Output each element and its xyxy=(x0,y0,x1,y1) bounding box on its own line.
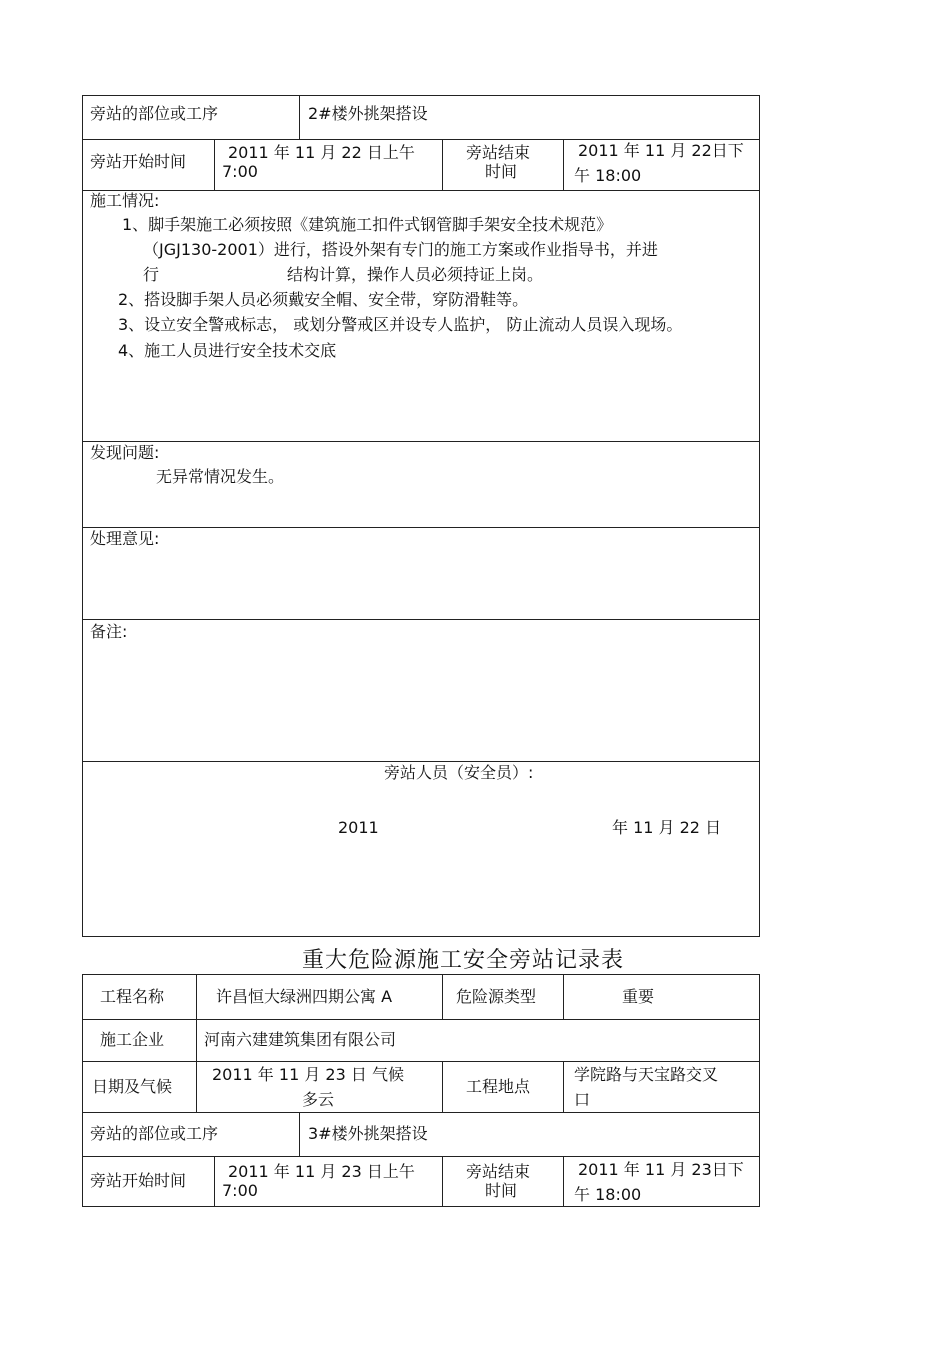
t1-start-value-l2: 7:00 xyxy=(222,162,258,181)
t2-position-value: 3#楼外挑架搭设 xyxy=(308,1124,428,1143)
t2-site-label: 工程地点 xyxy=(466,1077,531,1096)
t1-end-value-l2: 午 18:00 xyxy=(574,166,642,185)
t1-problem-label: 发现问题: xyxy=(90,443,160,462)
t1-row-signature xyxy=(82,761,760,937)
t2-end-value-l2: 午 18:00 xyxy=(574,1185,642,1204)
t1-construction-item: 2、搭设脚手架人员必须戴安全帽、安全带，穿防滑鞋等。 xyxy=(118,290,529,309)
t2-start-label: 旁站开始时间 xyxy=(90,1171,187,1190)
t1-end-label-l2: 时间 xyxy=(485,162,518,181)
t2-date-weather-l2: 多云 xyxy=(302,1090,335,1109)
t1-row-remark xyxy=(82,619,760,762)
t2-position-label: 旁站的部位或工序 xyxy=(90,1124,219,1143)
t1-position-value: 2#楼外挑架搭设 xyxy=(308,104,428,123)
t1-position-label: 旁站的部位或工序 xyxy=(90,104,219,123)
t1-date-rest: 年 11 月 22 日 xyxy=(612,818,722,837)
t1-construction-item: 1、脚手架施工必须按照《建筑施工扣件式钢管脚手架安全技术规范》 xyxy=(122,215,613,234)
t1-problem-value: 无异常情况发生。 xyxy=(156,467,285,486)
t1-date-year: 2011 xyxy=(338,818,379,837)
t2-row-company xyxy=(82,1019,760,1062)
t2-company-value: 河南六建建筑集团有限公司 xyxy=(204,1030,397,1049)
t1-construction-label: 施工情况: xyxy=(90,191,160,210)
t2-date-weather-l1: 2011 年 11 月 23 日 气候 xyxy=(212,1065,404,1084)
t2-row-project xyxy=(82,974,760,1020)
t1-end-label-l1: 旁站结束 xyxy=(466,143,531,162)
t2-company-label: 施工企业 xyxy=(100,1030,165,1049)
t1-construction-item: （JGJ130-2001）进行，搭设外架有专门的施工方案或作业指导书，并进 xyxy=(143,240,658,259)
t2-site-value-l1: 学院路与天宝路交叉 xyxy=(574,1065,719,1084)
t1-row-handling xyxy=(82,527,760,620)
t2-site-value-l2: 口 xyxy=(574,1090,591,1109)
t1-staff-label: 旁站人员（安全员）: xyxy=(384,763,534,782)
t1-handling-label: 处理意见: xyxy=(90,529,160,548)
t1-construction-item: 3、设立安全警戒标志， 或划分警戒区并设专人监护， 防止流动人员误入现场。 xyxy=(118,315,683,334)
form-title: 重大危险源施工安全旁站记录表 xyxy=(302,948,625,973)
t2-end-label-l2: 时间 xyxy=(485,1181,518,1200)
t2-hazard-type-value: 重要 xyxy=(622,987,655,1006)
t1-construction-item: 结构计算，操作人员必须持证上岗。 xyxy=(287,265,544,284)
t1-remark-label: 备注: xyxy=(90,622,128,641)
t1-construction-item: 4、施工人员进行安全技术交底 xyxy=(118,341,337,360)
t2-end-value-l1: 2011 年 11 月 23日下 xyxy=(578,1160,744,1179)
t2-project-value: 许昌恒大绿洲四期公寓 A xyxy=(216,987,393,1006)
t2-date-weather-label: 日期及气候 xyxy=(92,1077,173,1096)
t1-construction-item: 行 xyxy=(143,265,160,284)
t2-hazard-type-label: 危险源类型 xyxy=(456,987,537,1006)
t2-start-value-l2: 7:00 xyxy=(222,1181,258,1200)
t1-end-value-l1: 2011 年 11 月 22日下 xyxy=(578,141,744,160)
t1-start-value-l1: 2011 年 11 月 22 日上午 xyxy=(228,143,415,162)
t2-project-label: 工程名称 xyxy=(100,987,165,1006)
t1-start-label: 旁站开始时间 xyxy=(90,152,187,171)
t2-end-label-l1: 旁站结束 xyxy=(466,1162,531,1181)
t2-start-value-l1: 2011 年 11 月 23 日上午 xyxy=(228,1162,415,1181)
